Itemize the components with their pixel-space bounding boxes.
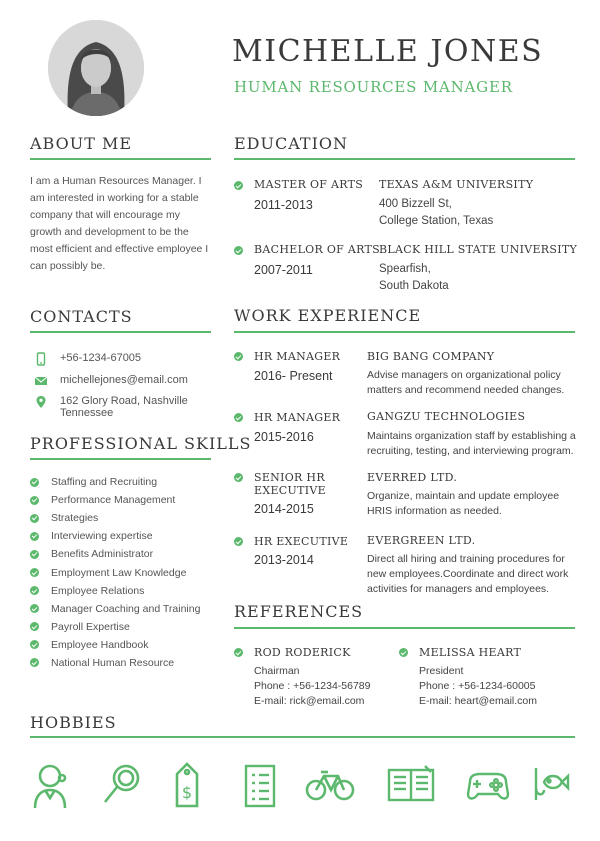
experience-entry	[234, 470, 575, 520]
role-title: HR MANAGER	[254, 350, 341, 363]
skills-divider	[30, 458, 211, 460]
checklist-icon	[238, 760, 290, 812]
check-icon	[234, 352, 243, 361]
education-heading: EDUCATION	[234, 134, 349, 153]
skill-item: Payroll Expertise	[30, 618, 215, 636]
check-icon	[399, 648, 408, 657]
contact-address	[34, 395, 214, 419]
book-icon	[385, 760, 437, 812]
profile-photo	[48, 20, 144, 116]
reference-phone: Phone : +56-1234-56789	[254, 680, 371, 692]
role-years: 2013-2014	[254, 553, 314, 567]
skill-item: Employment Law Knowledge	[30, 563, 215, 581]
degree-years: 2007-2011	[254, 263, 313, 277]
check-icon	[30, 568, 39, 577]
check-icon	[30, 622, 39, 631]
role-years: 2016- Present	[254, 369, 333, 383]
skill-item: Strategies	[30, 509, 215, 527]
role-description: Maintains organization staff by establishing a recruiting, testing, and interviewing program.	[367, 430, 576, 457]
role-years: 2015-2016	[254, 430, 314, 444]
experience-entry	[234, 350, 575, 400]
about-heading: ABOUT ME	[30, 134, 133, 153]
role-title: HR EXECUTIVE	[254, 535, 349, 548]
hobbies-heading: HOBBIES	[30, 713, 117, 732]
school-location-line1: 400 Bizzell St,	[379, 198, 452, 210]
location-pin-icon	[34, 395, 48, 409]
fishing-icon	[528, 760, 580, 812]
school-name: TEXAS A&M UNIVERSITY	[379, 178, 534, 191]
person-icon	[26, 760, 78, 812]
reference-email: E-mail: rick@email.com	[254, 695, 365, 707]
education-entry	[234, 243, 578, 303]
check-icon	[234, 537, 243, 546]
skill-item: Employee Handbook	[30, 636, 215, 654]
education-divider	[234, 158, 575, 160]
check-icon	[234, 246, 243, 255]
check-icon	[234, 413, 243, 422]
mail-icon	[34, 374, 48, 388]
role-description: Organize, maintain and update employee HRIS information as needed.	[367, 490, 560, 517]
reference-phone: Phone : +56-1234-60005	[419, 680, 536, 692]
about-divider	[30, 158, 211, 160]
check-icon	[234, 181, 243, 190]
references-heading: REFERENCES	[234, 602, 364, 621]
check-icon	[30, 532, 39, 541]
role-years: 2014-2015	[254, 502, 314, 516]
skills-list	[30, 473, 215, 672]
education-entry	[234, 178, 575, 238]
skills-heading: PROFESSIONAL SKILLS	[30, 434, 252, 453]
hobbies-divider	[30, 736, 575, 738]
phone-icon	[34, 352, 48, 366]
about-text: I am a Human Resources Manager. I am interested in working for a stable company that will encourage my growth and development to be the most efficient and effective employee I can possibly be.	[30, 175, 209, 272]
contact-email	[34, 374, 214, 388]
person-name: MICHELLE JONES	[232, 34, 544, 69]
company-name: GANGZU TECHNOLOGIES	[367, 410, 526, 423]
skill-item: Performance Management	[30, 491, 215, 509]
contact-phone	[34, 352, 214, 366]
check-icon	[30, 604, 39, 613]
check-icon	[234, 648, 243, 657]
experience-divider	[234, 331, 575, 333]
company-name: EVERGREEN LTD.	[367, 534, 476, 547]
money-tag-icon	[163, 760, 215, 812]
skill-item: Benefits Administrator	[30, 545, 215, 563]
reference-entry	[234, 646, 394, 711]
job-title: HUMAN RESOURCES MANAGER	[234, 78, 513, 96]
skill-item: Employee Relations	[30, 582, 215, 600]
references-divider	[234, 627, 575, 629]
check-icon	[30, 496, 39, 505]
school-location-line2: College Station, Texas	[379, 215, 494, 227]
phone-text: +56-1234-67005	[60, 352, 142, 364]
skill-item: Staffing and Recruiting	[30, 473, 215, 491]
role-description: Direct all hiring and training procedures for new employees.Coordinate and direct work activities for managers and employees.	[367, 553, 569, 595]
reference-entry	[399, 646, 575, 711]
school-location-line1: Spearfish,	[379, 263, 431, 275]
experience-entry	[234, 410, 575, 460]
experience-entry	[234, 534, 575, 594]
role-description: Advise managers on organizational policy matters and recommend needed changes.	[367, 369, 565, 396]
degree-label: BACHELOR OF ARTS	[254, 243, 381, 256]
reference-role: President	[419, 665, 464, 677]
school-name: BLACK HILL STATE UNIVERSITY	[379, 243, 578, 256]
reference-email: E-mail: heart@email.com	[419, 695, 538, 707]
magnifier-icon	[98, 760, 150, 812]
skill-item: National Human Resource	[30, 654, 215, 672]
skill-item: Interviewing expertise	[30, 527, 215, 545]
skill-item: Manager Coaching and Training	[30, 600, 215, 618]
bicycle-icon	[304, 760, 356, 812]
reference-role: Chairman	[254, 665, 300, 677]
check-icon	[30, 640, 39, 649]
gamepad-icon	[462, 760, 514, 812]
check-icon	[30, 478, 39, 487]
role-title: SENIOR HR	[254, 471, 325, 484]
experience-heading: WORK EXPERIENCE	[234, 306, 422, 325]
contacts-divider	[30, 331, 211, 333]
degree-years: 2011-2013	[254, 198, 313, 212]
role-title: HR MANAGER	[254, 411, 341, 424]
check-icon	[30, 586, 39, 595]
svg-text:$: $	[181, 783, 193, 802]
check-icon	[30, 550, 39, 559]
check-icon	[234, 473, 243, 482]
company-name: EVERRED LTD.	[367, 471, 458, 484]
role-title-line2: EXECUTIVE	[254, 484, 326, 497]
address-text: 162 Glory Road, Nashville Tennessee	[60, 395, 188, 419]
email-text: michellejones@email.com	[60, 374, 188, 386]
check-icon	[30, 658, 39, 667]
school-location-line2: South Dakota	[379, 280, 449, 292]
company-name: BIG BANG COMPANY	[367, 350, 495, 363]
reference-name: ROD RODERICK	[254, 646, 351, 659]
degree-label: MASTER OF ARTS	[254, 178, 364, 191]
reference-name: MELISSA HEART	[419, 646, 522, 659]
check-icon	[30, 514, 39, 523]
contacts-heading: CONTACTS	[30, 307, 133, 326]
